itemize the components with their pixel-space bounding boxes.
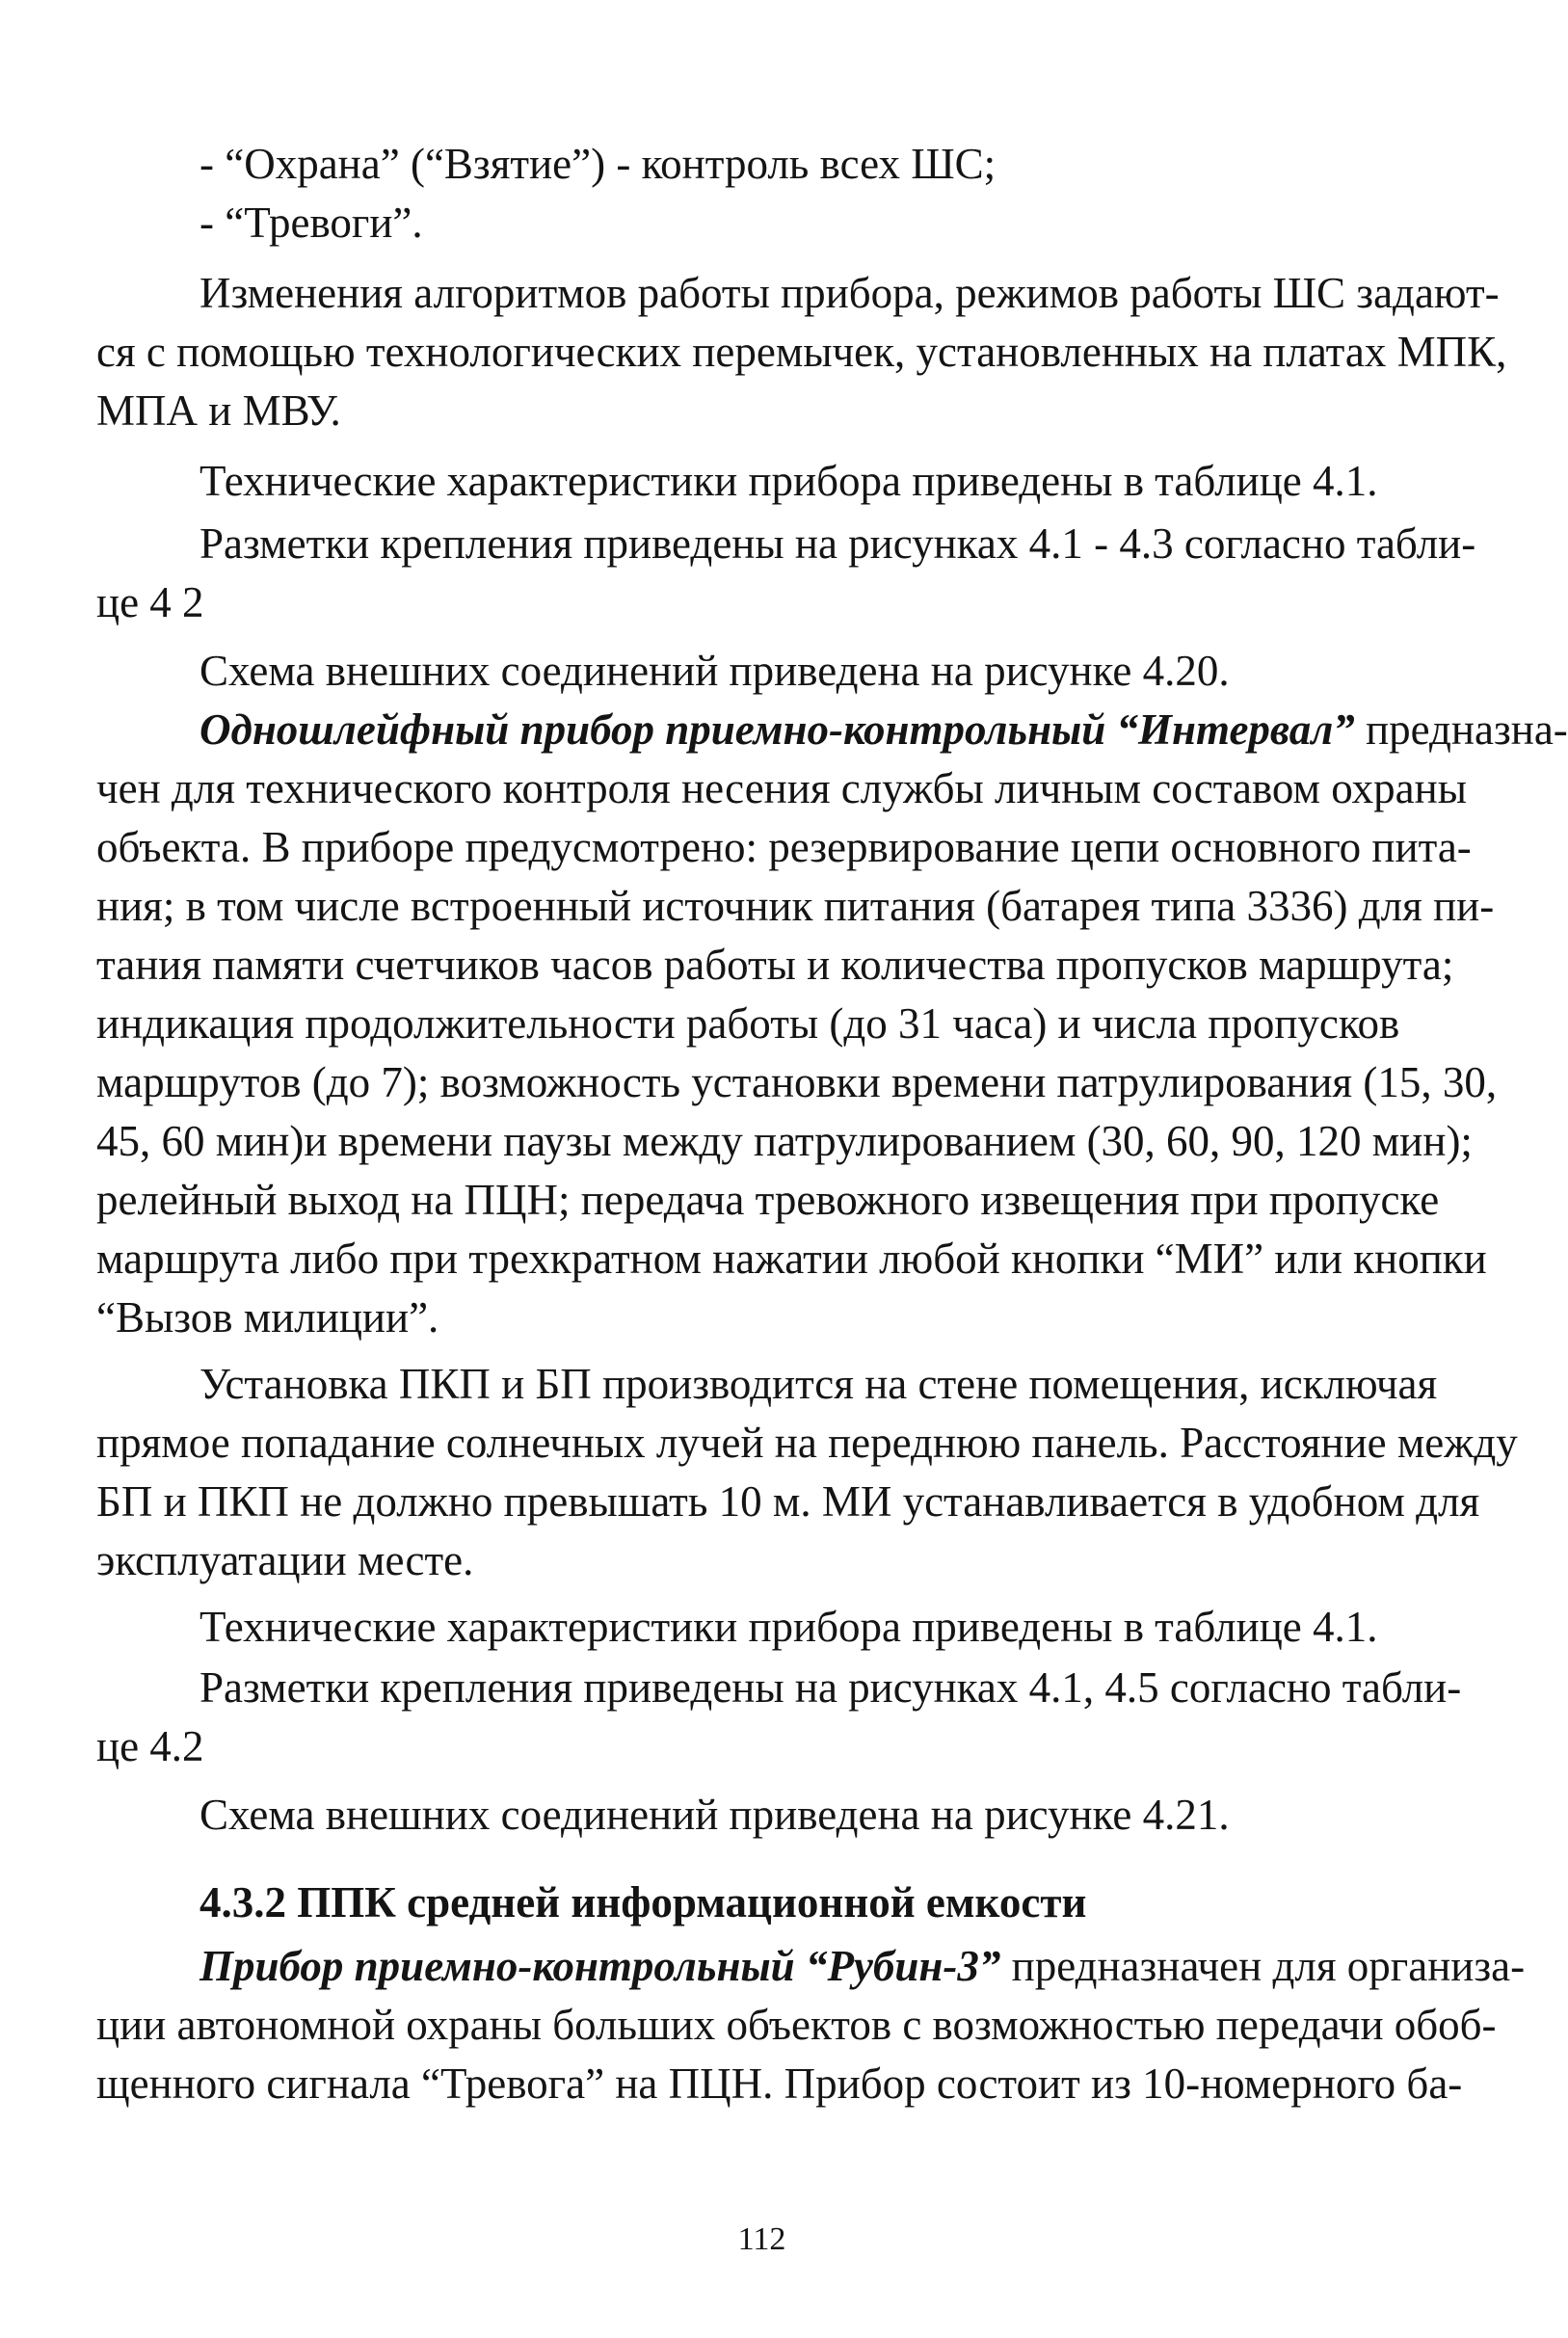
paragraph-line: Схема внешних соединений приведена на рисунке 4.21. <box>199 1791 1230 1839</box>
device-name: Одношлейфный прибор приемно-контрольный “Интервал” <box>199 705 1355 754</box>
paragraph-line: объекта. В приборе предусмотрено: резервирование цепи основного пита- <box>96 823 1472 871</box>
paragraph-text: предназначен для организа- <box>1000 1942 1526 1990</box>
paragraph-line: эксплуатации месте. <box>96 1536 474 1584</box>
paragraph-line: релейный выход на ПЦН; передача тревожного извещения при пропуске <box>96 1176 1440 1224</box>
paragraph-line: “Вызов милиции”. <box>96 1293 439 1342</box>
paragraph-line <box>96 701 1568 759</box>
paragraph-line: Установка ПКП и БП производится на стене помещения, исключая <box>199 1360 1438 1408</box>
paragraph-line: Технические характеристики прибора приведены в таблице 4.1. <box>199 1603 1378 1651</box>
paragraph-line: це 4 2 <box>96 578 204 626</box>
paragraph-line: тания памяти счетчиков часов работы и количества пропусков маршрута; <box>96 941 1454 989</box>
paragraph-text: предназна- <box>1354 705 1568 754</box>
paragraph-line: Схема внешних соединений приведена на рисунке 4.20. <box>199 647 1230 695</box>
paragraph-line: 45, 60 мин)и времени паузы между патрулированием (30, 60, 90, 120 мин); <box>96 1117 1473 1165</box>
paragraph-line <box>96 1937 1526 1996</box>
section-body <box>96 1937 1526 2113</box>
paragraph-line: це 4.2 <box>96 1722 204 1770</box>
paragraph-line: Разметки крепления приведены на рисунках 4.1, 4.5 согласно табли- <box>199 1663 1462 1712</box>
paragraph-line: ции автономной охраны больших объектов с возможностью передачи обоб- <box>96 2001 1497 2049</box>
paragraph-line: МПА и МВУ. <box>96 386 341 435</box>
list-item: - “Охрана” (“Взятие”) - контроль всех ШС; <box>199 140 997 188</box>
paragraph-line: индикация продолжительности работы (до 31 часа) и числа пропусков <box>96 999 1400 1048</box>
paragraph-line: чен для технического контроля несения службы личным составом охраны <box>96 764 1467 812</box>
device-name: Прибор приемно-контрольный “Рубин-3” <box>199 1942 1001 1990</box>
paragraph-line: ния; в том числе встроенный источник питания (батарея типа 3336) для пи- <box>96 882 1495 930</box>
paragraph-line: маршрутов (до 7); возможность установки времени патрулирования (15, 30, <box>96 1058 1498 1106</box>
list-item: - “Тревоги”. <box>199 199 423 247</box>
paragraph-line: прямое попадание солнечных лучей на переднюю панель. Расстояние между <box>96 1419 1518 1467</box>
paragraph-line: Изменения алгоритмов работы прибора, режимов работы ШС задают- <box>199 269 1500 317</box>
paragraph-line: Технические характеристики прибора приведены в таблице 4.1. <box>199 457 1378 505</box>
paragraph-line: щенного сигнала “Тревога” на ПЦН. Прибор состоит из 10-номерного ба- <box>96 2059 1463 2108</box>
paragraph-line: маршрута либо при трехкратном нажатии любой кнопки “МИ” или кнопки <box>96 1235 1487 1283</box>
paragraph-line: Разметки крепления приведены на рисунках 4.1 - 4.3 согласно табли- <box>199 519 1476 568</box>
body-text <box>96 135 1568 1845</box>
page-number: 112 <box>737 2221 786 2257</box>
paragraph-line: ся с помощью технологических перемычек, установленных на платах МПК, <box>96 328 1507 376</box>
paragraph-line: БП и ПКП не должно превышать 10 м. МИ устанавливается в удобном для <box>96 1477 1480 1526</box>
section-heading: 4.3.2 ППК средней информационной емкости <box>199 1878 1087 1926</box>
